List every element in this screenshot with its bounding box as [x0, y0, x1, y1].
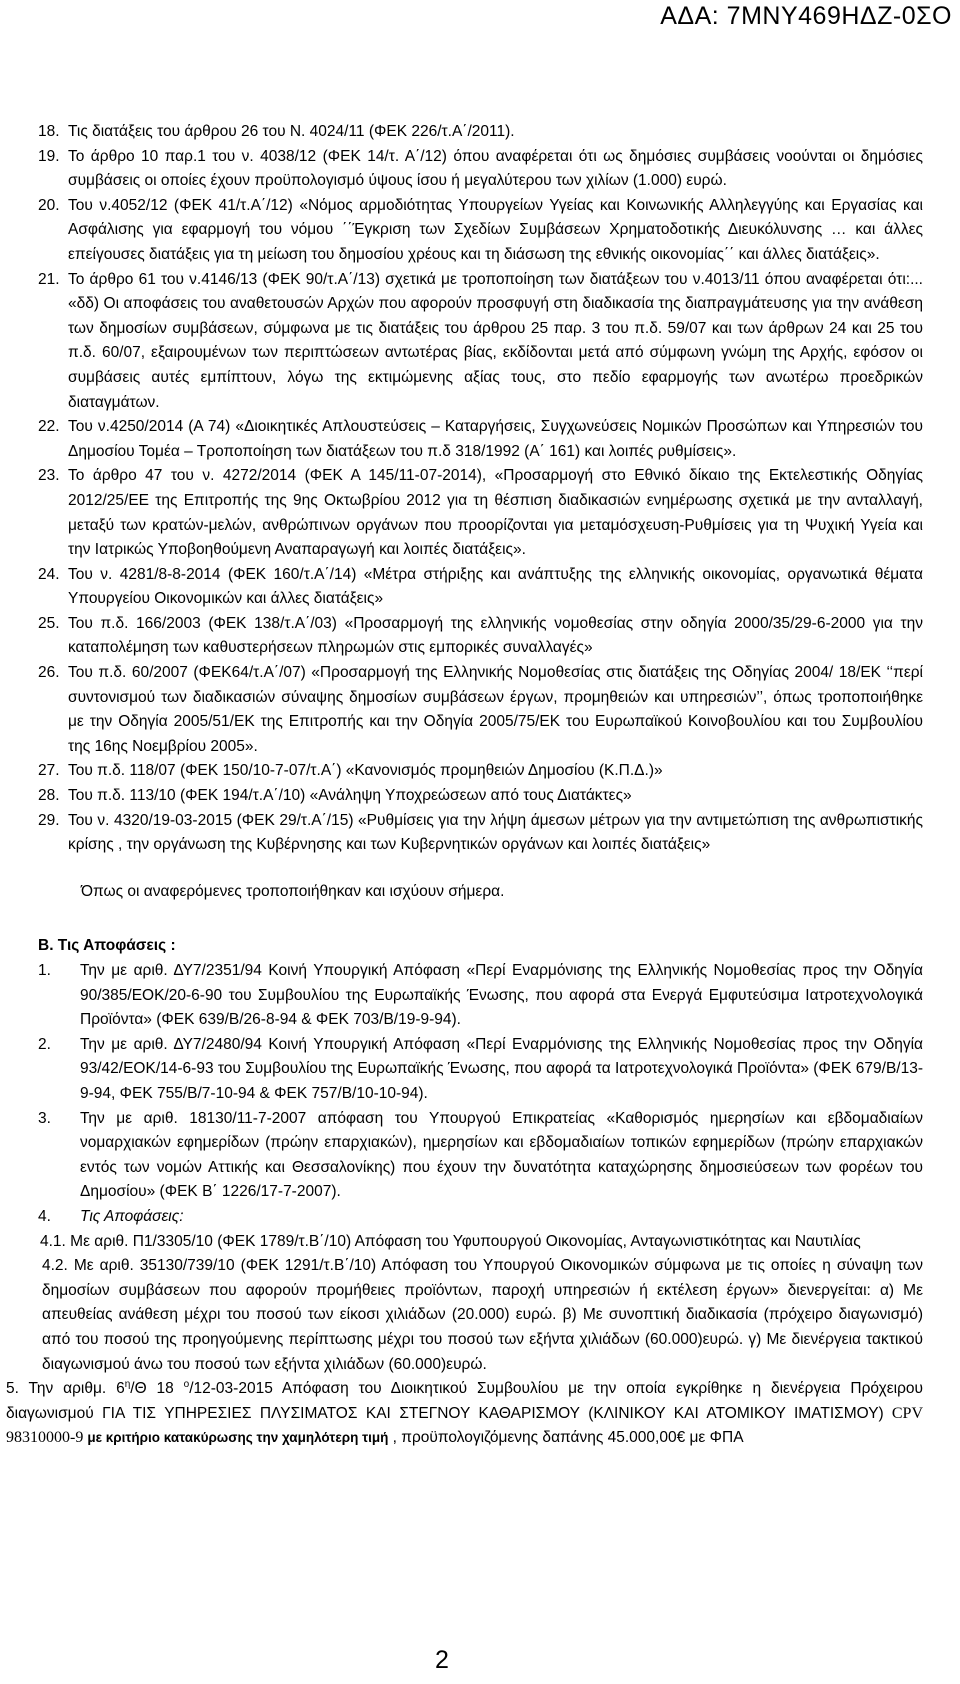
list-item: 24. Του ν. 4281/8-8-2014 (ΦΕΚ 160/τ.Α΄/14) «Μέτρα στήριξης και ανάπτυξης της ελληνικής οικονομίας, οργανωτικά θέματα Υπουργείου Οικονομικών και άλλες διατάξεις» — [38, 565, 923, 608]
list-item: 28. Του π.δ. 113/10 (ΦΕΚ 194/τ.Α΄/10) «Ανάληψη Υποχρεώσεων από τους Διατάκτες» — [38, 787, 632, 805]
list-item: 25. Του π.δ. 166/2003 (ΦΕΚ 138/τ.Α΄/03) «Προσαρμογή της ελληνικής νομοθεσίας στην οδηγία 2000/35/29-6-2000 για την καταπολέμηση των καθυστερήσεων πληρωμών στις εμπορικές συναλλαγές» — [38, 614, 923, 657]
decision-4-1: 4.1. Με αριθ. Π1/3305/10 (ΦΕΚ 1789/τ.Β΄/10) Απόφαση του Υφυπουργού Οικονομίας, Ανταγωνιστικότητας και Ναυτιλίας — [40, 1232, 861, 1250]
list-item: 29. Του ν. 4320/19-03-2015 (ΦΕΚ 29/τ.Α΄/15) «Ρυθμίσεις για την λήψη άμεσων μέτρων για την αντιμετώπιση της ανθρωπιστικής κρίσης , την οργάνωση της Κυβέρνησης και των Κυβερνητικών οργάνων και λοιπές διατάξεις» — [38, 811, 923, 854]
document-body — [6, 120, 924, 1451]
list-item: 1. Την με αριθ. ΔΥ7/2351/94 Κοινή Υπουργική Απόφαση «Περί Εναρμόνισης της Ελληνικής Νομοθεσίας προς την Οδηγία 90/385/ΕΟΚ/20-6-90 του Συμβουλίου της Ευρωπαϊκής Ένωσης, που αφορά στα Ενεργά Εμφυτεύσιμα Ιατροτεχνολογικά Προϊόντα» (ΦΕΚ 639/Β/26-8-94 & ΦΕΚ 703/Β/19-9-94). — [38, 962, 923, 1029]
closing-statement: Όπως οι αναφερόμενες τροποποιήθηκαν και ισχύουν σήμερα. — [81, 882, 505, 900]
list-item: 22. Του ν.4250/2014 (Α 74) «Διοικητικές Απλουστεύσεις – Καταργήσεις, Συγχωνεύσεις Νομικών Προσώπων και Υπηρεσιών του Δημοσίου Τομέα – Τροποποίηση των διατάξεων του π.δ 318/1992 (Α΄ 161) και λοιπές ρυθμίσεις». — [38, 418, 923, 460]
list-item: 21. Το άρθρο 61 του ν.4146/13 (ΦΕΚ 90/τ.Α΄/13) σχετικά με τροποποίηση των διατάξεων του ν.4013/11 όπου αναφέρεται ότι:... «δδ) Οι αποφάσεις του αναθετουσών Αρχών που αφορούν προσφυγή στη διαδικασία της διαπραγμάτευσης για την ανάθεση των δημοσίων συμβάσεων, σύμφωνα με τις διατάξεις του άρθρου 25 παρ. 3 του π.δ. 59/07 και των άρθρων 24 και 25 του π.δ. 60/07, εξαιρουμένων των περιπτώσεων αντωτέρας βίας, εκδίδονται μετά από σύμφωνη γνώμη της Αρχής, εφόσον οι συμβάσεις αυτές εμπίπτουν, λόγω της εκτιμώμενης αξίας τους, στο πεδίο εφαρμογής των ανωτέρω προεδρικών διαταγμάτων. — [38, 270, 923, 411]
list-item: 23. Το άρθρο 47 του ν. 4272/2014 (ΦΕΚ Α 145/11-07-2014), «Προσαρμογή στο Εθνικό δίκαιο της Εκτελεστικής Οδηγίας 2012/25/ΕΕ της Επιτροπής της 9ης Οκτωβρίου 2012 για τη θέσπιση διαδικασιών ενημέρωσης σχετικά με την ανταλλαγή, μεταξύ των κρατών-μελών, ανθρώπινων οργάνων που προορίζονται για μεταμόσχευση-Ρυθμίσεις για τη Ψυχική Υγεία και την Ιατρικώς Υποβοηθούμενη Αναπαραγωγή και λοιπές διατάξεις». — [38, 467, 923, 559]
page-number: 2 — [435, 1646, 449, 1674]
list-item: 2. Την με αριθ. ΔΥ7/2480/94 Κοινή Υπουργική Απόφαση «Περί Εναρμόνισης της Ελληνικής Νομοθεσίας προς την Οδηγία 93/42/ΕΟΚ/14-6-93 του Συμβουλίου της Ευρωπαϊκής Ένωσης, που αφορά τα Ιατροτεχνολογικά Προϊόντα» (ΦΕΚ 679/Β/13-9-94, ΦΕΚ 755/Β/7-10-94 & ΦΕΚ 757/Β/10-10-94). — [38, 1035, 923, 1102]
decisions-list — [38, 959, 923, 1230]
list-item: 4. Τις Αποφάσεις: — [38, 1207, 184, 1225]
list-item: 18. Τις διατάξεις του άρθρου 26 του Ν. 4024/11 (ΦΕΚ 226/τ.Α΄/2011). — [38, 123, 515, 140]
list-item: 27. Του π.δ. 118/07 (ΦΕΚ 150/10-7-07/τ.Α΄) «Κανονισμός προμηθειών Δημοσίου (Κ.Π.Δ.)» — [38, 762, 663, 780]
decision-5: 5. Την αριθμ. $6^\eta/\Theta$ 18 $^o$/12-03-2015 Απόφαση του Διοικητικού Συμβουλίου με την οποία εγκρίθηκε η διενέργεια Πρόχειρου διαγωνισμού ΓΙΑ ΤΙΣ ΥΠΗΡΕΣΙΕΣ ΠΛΥΣΙΜΑΤΟΣ ΚΑΙ ΣΤΕΓΝΟΥ ΚΑΘΑΡΙΣΜΟΥ (ΚΛΙΝΙΚΟΥ ΚΑΙ ΑΤΟΜΙΚΟΥ ΙΜΑΤΙΣΜΟΥ) CPV 98310000-9 με κριτήριο κατακύρωσης την χαμηλότερη τιμή , προϋπολογιζόμενης δαπάνης 45.000,00€ με ΦΠΑ — [6, 1378, 924, 1447]
list-item: 3. Την με αριθ. 18130/11-7-2007 απόφαση του Υπουργού Επικρατείας «Καθορισμός ημερησίων και εβδομαδιαίων νομαρχιακών εφημερίδων (πρώην επαρχιακών), ημερησίων και εβδομαδιαίων τοπικών εφημερίδων (πρώην επαρχιακών εντός των νομών Αττικής και Θεσσαλονίκης) που έχουν την δυνατότητα καταχώρησης δημοσιεύσεων των φορέων του Δημοσίου» (ΦΕΚ Β΄ 1226/17-7-2007). — [38, 1109, 923, 1201]
list-item: 26. Του π.δ. 60/2007 (ΦΕΚ64/τ.Α΄/07) «Προσαρμογή της Ελληνικής Νομοθεσίας στις διατάξεις της Οδηγίας 2004/ 18/ΕΚ ‘‘περί συντονισμού των διαδικασιών σύναψης δημοσίων συμβάσεων έργων, προμηθειών και υπηρεσιών’’, όπως τροποποιήθηκε με την Οδηγία 2005/51/ΕΚ της Επιτροπής και την Οδηγία 2005/75/ΕΚ του Ευρωπαϊκού Κοινοβουλίου και του Συμβουλίου της 16ης Νοεμβρίου 2005». — [38, 664, 923, 755]
section-b-title: Β. Τις Αποφάσεις : — [38, 937, 176, 955]
list-item: 20. Του ν.4052/12 (ΦΕΚ 41/τ.Α΄/12) «Νόμος αρμοδιότητας Υπουργείων Υγείας και Κοινωνικής Αλληλεγγύης και Εργασίας και Ασφάλισης για εφαρμογή του νόμου ΄΄Έγκριση των Σχεδίων Συμβάσεων Χρηματοδοτικής Διευκόλυνσης … και άλλες επείγουσες διατάξεις για τη μείωση του δημοσίου χρέους και τη διάσωση της εθνικής οικονομίας΄΄ και άλλες διατάξεις». — [38, 196, 923, 263]
list-item: 19. Το άρθρο 10 παρ.1 του ν. 4038/12 (ΦΕΚ 14/τ. Α΄/12) όπου αναφέρεται ότι ως δημόσιες συμβάσεις νοούνται οι δημόσιες συμβάσεις οι οποίες έχουν προϋπολογισμό ύψους ίσου ή μεγαλύτερου των χιλίων (1.000) ευρώ. — [38, 147, 923, 190]
legislation-list — [38, 120, 923, 858]
decision-4-2: 4.2. Με αριθ. 35130/739/10 (ΦΕΚ 1291/τ.Β΄/10) Απόφαση του Υπουργού Οικονομικών σύμφωνα με τις οποίες η σύναψη των δημοσίων συμβάσεων που αφορούν προμήθειες προϊόντων, παροχή υπηρεσιών ή εκτέλεση έργων» διενεργείται: α) Με απευθείας ανάθεση μέχρι του ποσού των είκοσι χιλιάδων (20.000) ευρώ. β) Με συνοπτική διαδικασία (πρόχειρο διαγωνισμό) από του ποσού της προηγούμενης περίπτωσης μέχρι του ποσού των εξήντα χιλιάδων (60.000)ευρώ. γ) Με διενέργεια τακτικού διαγωνισμού άνω του ποσού των εξήντα χιλιάδων (60.000)ευρώ. — [42, 1257, 923, 1373]
ada-identifier: ΑΔΑ: 7ΜΝΥ469ΗΔΖ-0ΣΟ — [660, 2, 952, 30]
